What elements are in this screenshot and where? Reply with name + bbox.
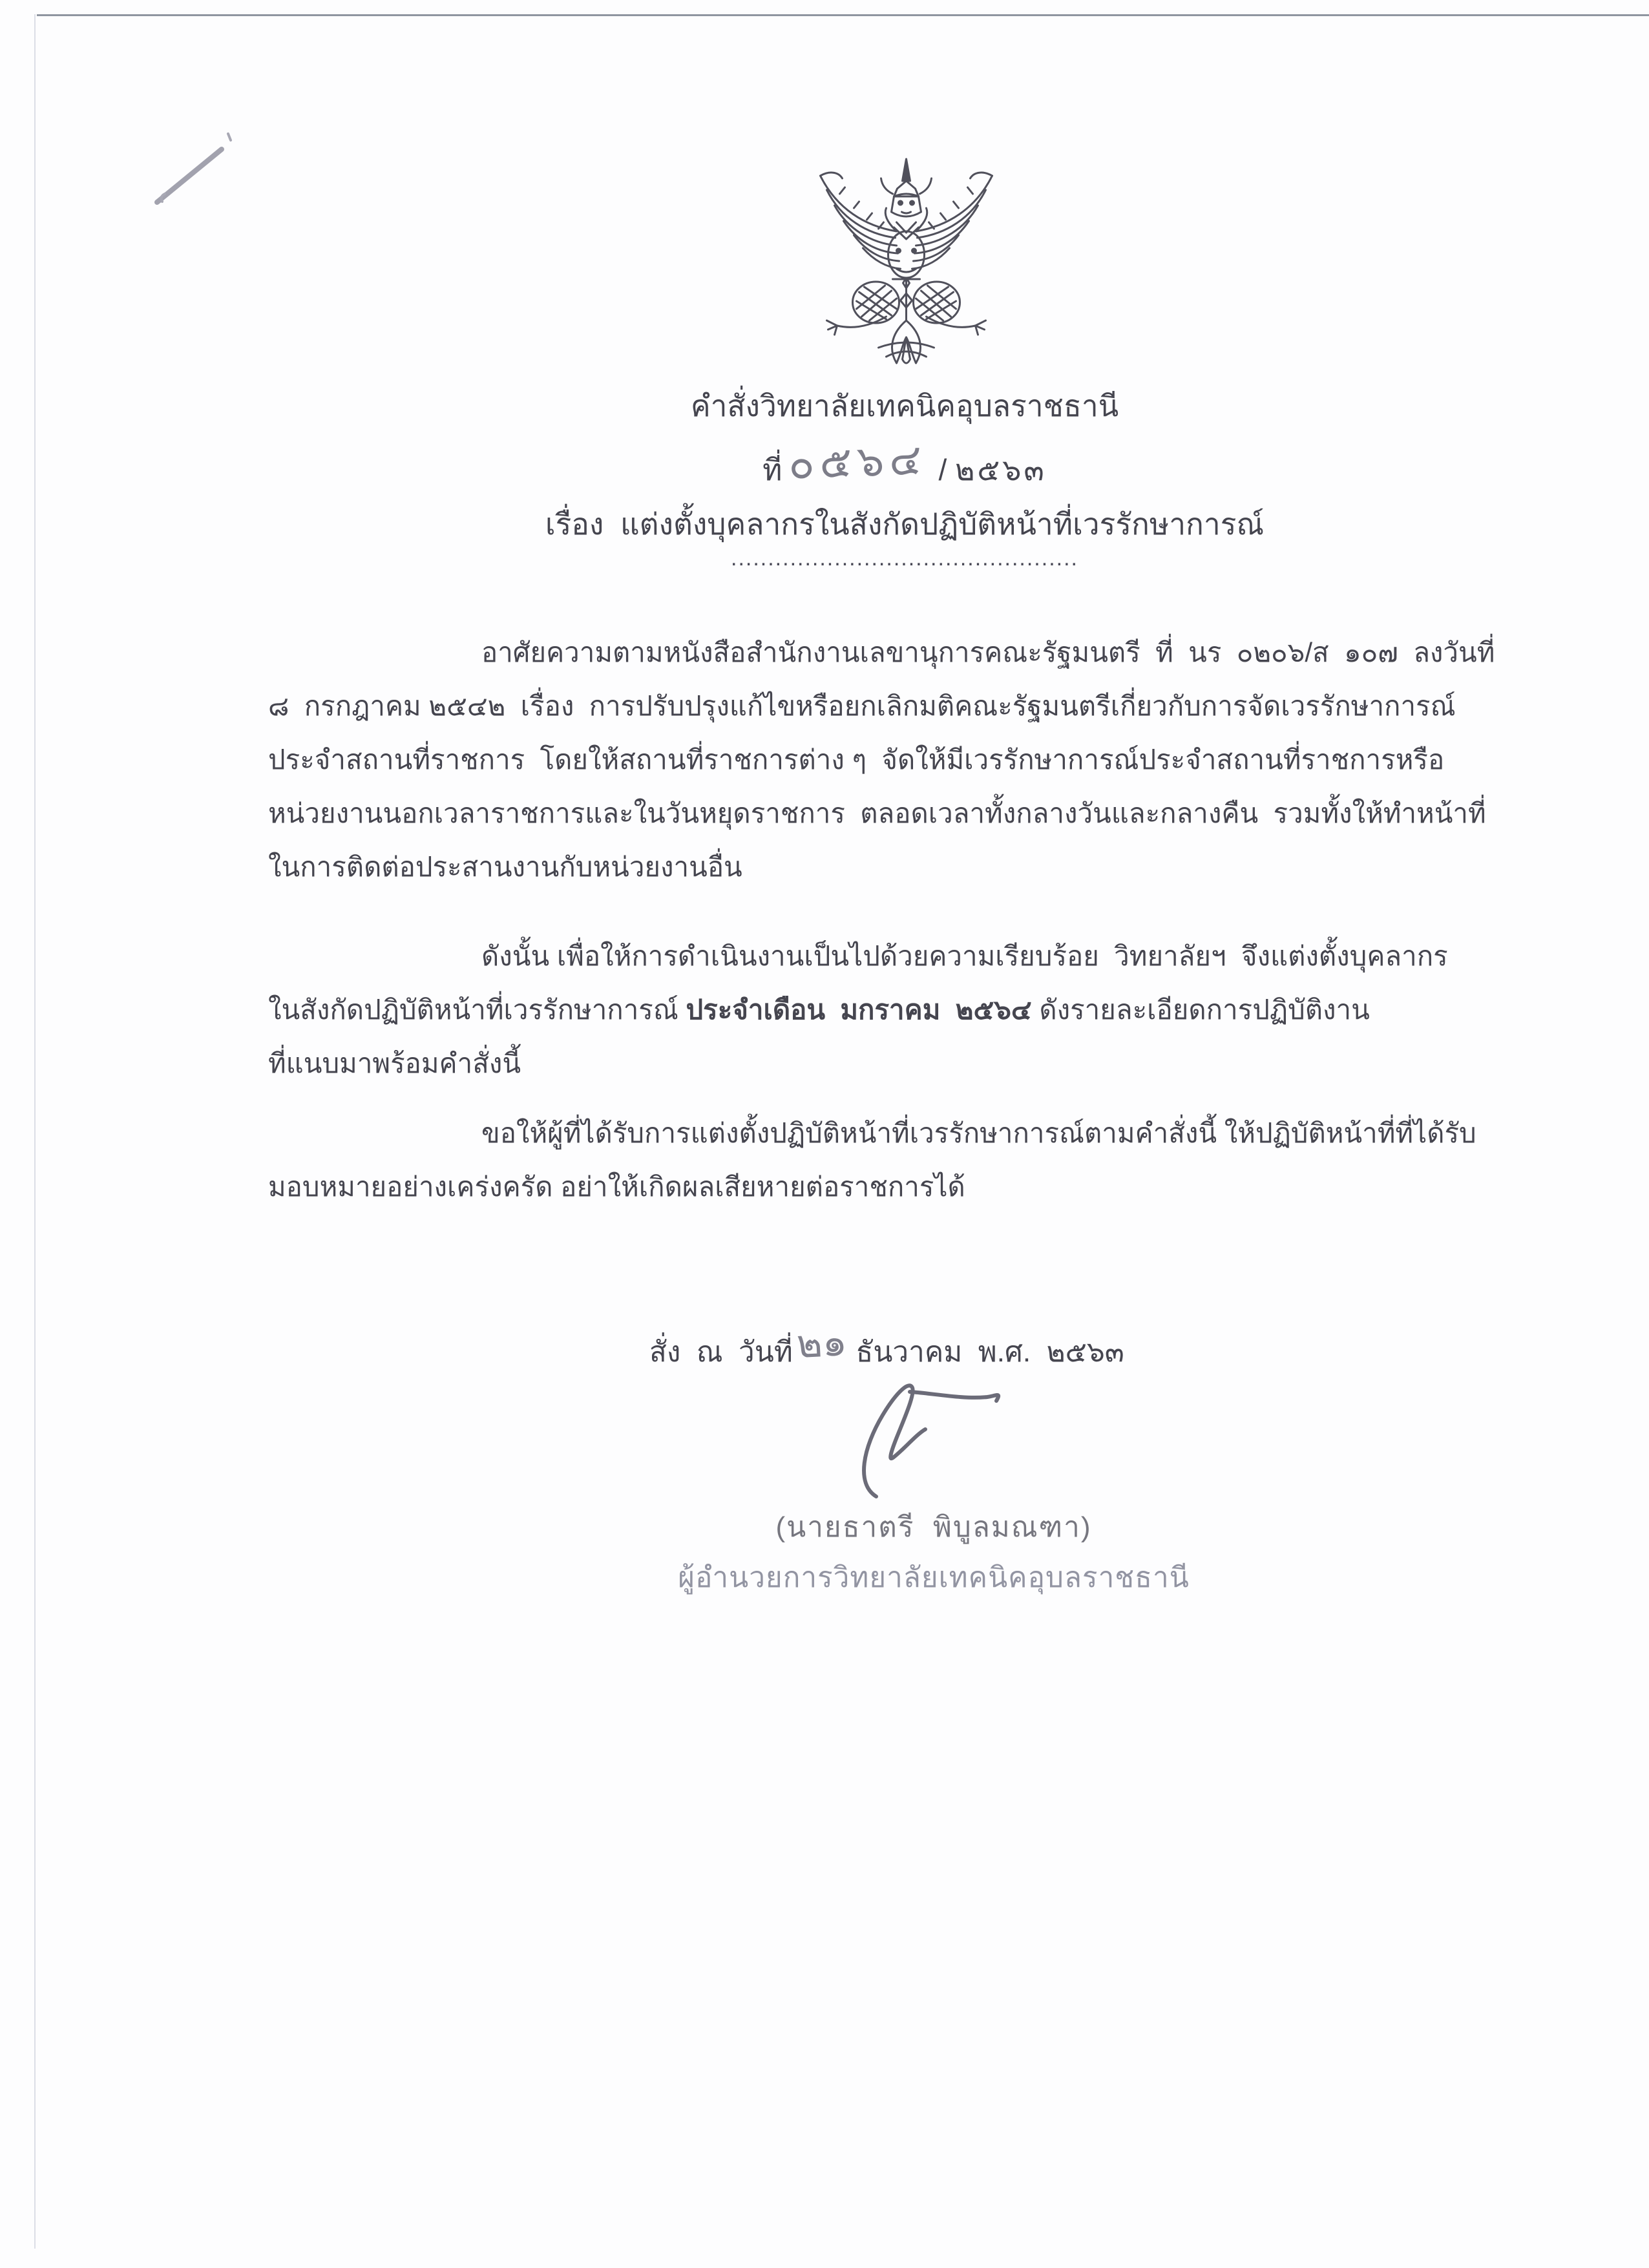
- date-rest: ธันวาคม พ.ศ. ๒๕๖๓: [856, 1336, 1124, 1368]
- dotted-divider: ...............................................: [731, 546, 1078, 571]
- body-text: ดังรายละเอียดการปฏิบัติงาน: [1031, 994, 1370, 1025]
- body-line: ในการติดต่อประสานงานกับหน่วยงานอื่น: [268, 852, 742, 882]
- signer-title: ผู้อำนวยการวิทยาลัยเทคนิคอุบลราชธานี: [678, 1562, 1190, 1593]
- date-day-handwritten: ๒๑: [795, 1320, 848, 1367]
- body-line: ประจำสถานที่ราชการ โดยให้สถานที่ราชการต่าง ๆ จัดให้มีเวรรักษาการณ์ประจำสถานที่ราชการหรือ: [268, 744, 1445, 775]
- handwritten-signature: [834, 1370, 1040, 1506]
- order-number-prefix: ที่: [762, 453, 782, 487]
- body-line: อาศัยความตามหนังสือสำนักงานเลขานุการคณะรัฐมนตรี ที่ นร ๐๒๐๖/ส ๑๐๗ ลงวันที่: [481, 637, 1495, 667]
- body-text: ในสังกัดปฏิบัติหน้าที่เวรรักษาการณ์: [268, 994, 686, 1025]
- date-prefix: สั่ง ณ วันที่: [649, 1336, 793, 1368]
- subject-text: แต่งตั้งบุคลากรในสังกัดปฏิบัติหน้าที่เวรรักษาการณ์: [620, 507, 1265, 541]
- body-line: ดังนั้น เพื่อให้การดำเนินงานเป็นไปด้วยความเรียบร้อย วิทยาลัยฯ จึงแต่งตั้งบุคลากร: [481, 941, 1448, 971]
- body-line: [268, 983, 1515, 1036]
- order-issuer-line: คำสั่งวิทยาลัยเทคนิคอุบลราชธานี: [690, 389, 1119, 423]
- month-year-bold: ประจำเดือน มกราคม ๒๕๖๔: [686, 994, 1032, 1025]
- subject-label: เรื่อง: [545, 507, 604, 541]
- scan-artifact-top-edge: [37, 14, 1649, 16]
- body-line: ๘ กรกฎาคม ๒๕๔๒ เรื่อง การปรับปรุงแก้ไขหรือยกเลิกมติคณะรัฐมนตรีเกี่ยวกับการจัดเวรรักษาการณ์: [268, 691, 1456, 721]
- order-number-year: ๒๕๖๓: [955, 453, 1047, 487]
- body-line: ขอให้ผู้ที่ได้รับการแต่งตั้งปฏิบัติหน้าที่เวรรักษาการณ์ตามคำสั่งนี้ ให้ปฏิบัติหน้าที่ที่ได้รับ: [481, 1118, 1476, 1148]
- garuda-emblem-icon: [798, 154, 1014, 373]
- signer-name: (นายธาตรี พิบูลมณฑา): [775, 1511, 1092, 1543]
- order-number-slash: /: [938, 453, 947, 487]
- order-number-handwritten: ๐๕๖๔: [788, 435, 928, 488]
- body-line: ที่แนบมาพร้อมคำสั่งนี้: [268, 1048, 521, 1078]
- body-line: หน่วยงานนอกเวลาราชการและในวันหยุดราชการ ตลอดเวลาทั้งกลางวันและกลางคืน รวมทั้งให้ทำหน้าที่: [268, 798, 1486, 828]
- paragraph-instruction: [268, 1106, 1515, 1213]
- order-number-line: [209, 432, 1600, 499]
- paragraph-citation: [268, 625, 1515, 894]
- body-line: มอบหมายอย่างเคร่งครัด อย่าให้เกิดผลเสียหายต่อราชการได้: [268, 1171, 965, 1202]
- subject-line: [209, 501, 1600, 548]
- scan-artifact-left-edge: [34, 14, 36, 2249]
- paragraph-appointment: [268, 929, 1515, 1090]
- pencil-check-mark-icon: [139, 120, 268, 236]
